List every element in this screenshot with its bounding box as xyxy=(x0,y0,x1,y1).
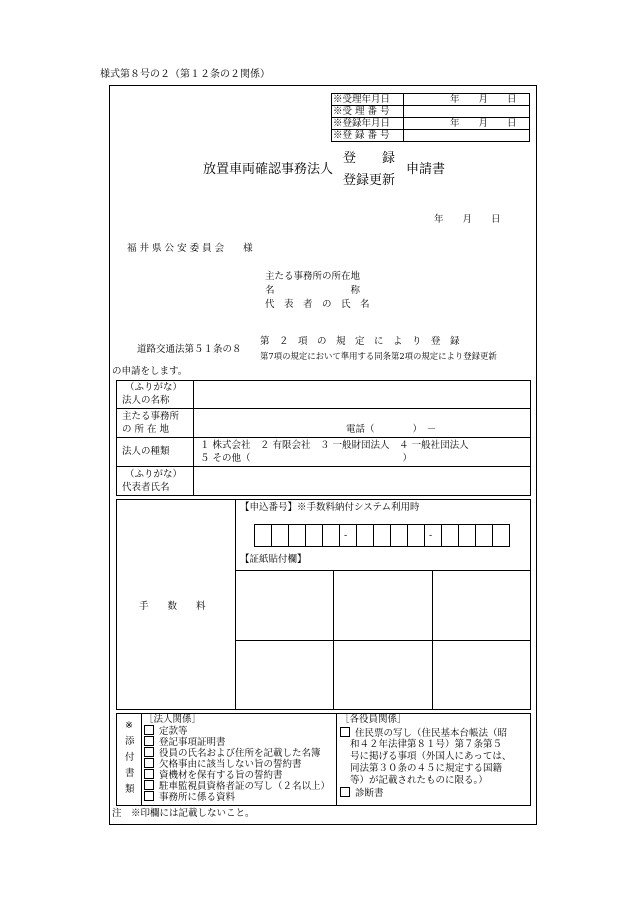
office-label-1: 主たる事務所 xyxy=(122,411,180,422)
application-number-digit-box[interactable] xyxy=(322,524,340,547)
corp-name-label: 法人の名称 xyxy=(122,395,170,406)
corp-doc-item: 欠格事由に該当しない旨の誓約書 xyxy=(144,758,330,769)
furigana-label-1: （ふりがな） xyxy=(125,382,183,393)
furigana-label-2: （ふりがな） xyxy=(125,469,183,480)
attachment-side-label-4: 書 xyxy=(125,768,135,779)
application-date: 年 月 日 xyxy=(434,214,501,225)
stamp-area-label: 【証紙貼付欄】 xyxy=(240,554,307,565)
application-number-digit-box[interactable] xyxy=(254,524,272,547)
application-number-digit-box[interactable] xyxy=(458,524,476,547)
applicant-representative-label: 代 表 者 の 氏 名 xyxy=(265,299,370,310)
officer-docs-list xyxy=(340,727,511,799)
checkbox-icon xyxy=(144,758,154,768)
corp-docs-header: ［法人関係］ xyxy=(144,714,202,725)
application-number-digit-box[interactable] xyxy=(373,524,391,547)
office-label-2: の 所 在 地 xyxy=(122,424,170,435)
corp-doc-item: 資機材を保有する旨の誓約書 xyxy=(144,769,330,780)
title-option-renewal: 登録更新 xyxy=(343,173,396,188)
fee-label: 手 数 料 xyxy=(139,601,206,612)
officer-docs-header: ［各役員関係］ xyxy=(340,714,407,725)
application-number-digit-box[interactable] xyxy=(407,524,425,547)
application-number-digit-box[interactable] xyxy=(441,524,459,547)
application-number-digit-box[interactable] xyxy=(475,524,493,547)
application-number-digit-box[interactable] xyxy=(305,524,323,547)
corp-doc-item: 役員の氏名および住所を記載した名簿 xyxy=(144,747,330,758)
law-reference: 道路交通法第５１条の８ xyxy=(137,344,242,355)
received-date-value: 年 月 日 xyxy=(450,94,517,105)
officer-doc-item-cont: 同法第３０条の４５に規定する国籍 xyxy=(350,763,503,774)
registration-date-label: ※登録年月日 xyxy=(333,118,391,129)
checkbox-icon xyxy=(340,787,350,797)
officer-doc-item-cont: 和４２年法律第８１号）第７条第５ xyxy=(350,739,503,750)
form-number: 様式第８号の２（第１２条の２関係） xyxy=(100,69,270,80)
application-number-digit-box[interactable] xyxy=(339,524,357,547)
officer-doc-item: 診断書 xyxy=(340,787,511,799)
officer-doc-item: 住民票の写し（住民基本台帳法（昭 xyxy=(340,727,511,739)
officer-doc-item-cont: 等）が記載されたものに限る。） xyxy=(350,775,488,786)
clause-register: 第 ２ 項 の 規 定 に よ り 登 録 xyxy=(260,336,460,347)
checkbox-icon xyxy=(340,727,350,737)
title-suffix: 申請書 xyxy=(406,162,446,177)
application-number-digit-box[interactable] xyxy=(390,524,408,547)
corp-type-options-1: １ 株式会社 ２ 有限会社 ３ 一般財団法人 ４ 一般社団法人 xyxy=(200,440,469,451)
clause-renewal: 第7項の規定において準用する同条第2項の規定により登録更新 xyxy=(260,351,497,361)
application-number-label: 【申込番号】※手数料納付システム利用時 xyxy=(240,502,420,513)
application-number-digit-box[interactable] xyxy=(492,524,510,547)
corp-doc-item: 登記事項証明書 xyxy=(144,736,330,747)
corp-type-options-2: ５ その他（ ） xyxy=(200,453,413,464)
officer-doc-item-cont: 号に掲げる事項（外国人にあっては、 xyxy=(350,751,512,762)
title-prefix: 放置車両確認事務法人 xyxy=(203,162,334,177)
application-number-dash: - xyxy=(344,530,348,541)
received-number-label: ※受 理 番 号 xyxy=(333,106,390,117)
phone-field: 電話（ ） － xyxy=(346,424,437,435)
corp-doc-item: 定款等 xyxy=(144,725,330,736)
corp-docs-list xyxy=(144,725,330,802)
registration-date-value: 年 月 日 xyxy=(450,118,517,129)
attachment-side-label-1: ※ xyxy=(125,720,133,731)
applicant-name-label: 名 称 xyxy=(265,285,361,296)
checkbox-icon xyxy=(144,725,154,735)
checkbox-icon xyxy=(144,736,154,746)
checkbox-icon xyxy=(144,791,154,801)
addressee: 福 井 県 公 安 委 員 会 様 xyxy=(127,243,253,254)
statement-ending: の申請をします。 xyxy=(112,366,188,377)
representative-name-label: 代表者氏名 xyxy=(122,482,170,493)
application-number-digit-box[interactable] xyxy=(356,524,374,547)
registration-number-label: ※登 録 番 号 xyxy=(333,130,390,141)
attachment-side-label-3: 付 xyxy=(125,752,135,763)
corp-doc-item: 駐車監視員資格者証の写し（２名以上） xyxy=(144,780,330,791)
title-option-register: 登 録 xyxy=(343,151,396,166)
checkbox-icon xyxy=(144,747,154,757)
corp-type-label: 法人の種類 xyxy=(122,446,170,457)
corp-doc-item: 事務所に係る資料 xyxy=(144,791,330,802)
application-number-digit-box[interactable] xyxy=(288,524,306,547)
application-number-dash: - xyxy=(429,530,433,541)
application-number-digit-box[interactable] xyxy=(271,524,289,547)
application-number-digit-box[interactable] xyxy=(424,524,442,547)
attachment-side-label-5: 類 xyxy=(125,784,135,795)
checkbox-icon xyxy=(144,780,154,790)
attachment-side-label-2: 添 xyxy=(125,736,135,747)
applicant-address-label: 主たる事務所の所在地 xyxy=(265,271,361,282)
checkbox-icon xyxy=(144,769,154,779)
footnote: 注 ※印欄には記載しないこと。 xyxy=(112,808,255,819)
received-date-label: ※受理年月日 xyxy=(333,94,391,105)
